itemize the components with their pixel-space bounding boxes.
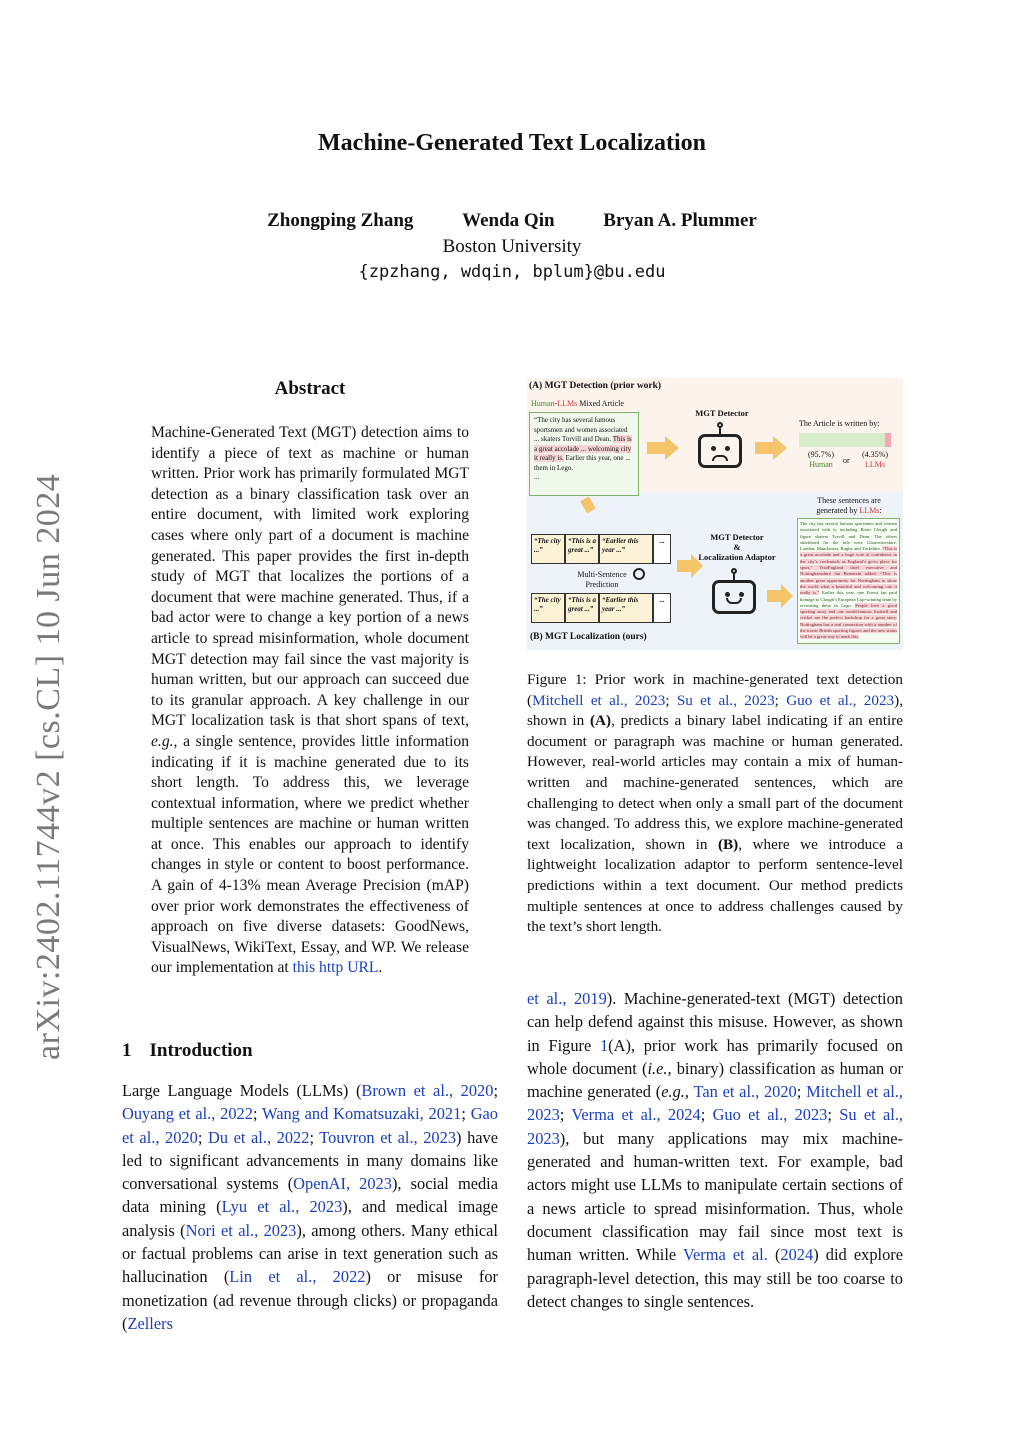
mixed-article-box [529, 412, 639, 496]
citation-link[interactable]: Brown et al., 2020 [361, 1081, 494, 1100]
intro-text: ; [252, 1104, 263, 1124]
citation-link[interactable]: Guo et al., 2023 [712, 1105, 828, 1125]
author-name: Bryan A. Plummer [603, 210, 757, 231]
paper-title: Machine-Generated Text Localization [318, 130, 706, 156]
figure-caption [527, 670, 903, 938]
multi-sentence-text: Prediction [585, 580, 619, 589]
citation-link[interactable]: Tan et al., 2020 [693, 1082, 797, 1102]
mixed-article-label [531, 399, 624, 408]
human-probability-bar [799, 433, 885, 447]
mixed-article-text: Mixed Article [577, 399, 624, 408]
intro-text: ; [309, 1127, 320, 1147]
localized-human-text: The city has several famous sportsmen and women associated with it, including Brian Clough and figure skaters Torvill and Dean. The others shortlisted for the title were Gloucestershire, London, Manchester, Rugby and Yorkshire. [800, 521, 897, 552]
citation-link[interactable]: Su et al., 2023 [676, 691, 775, 709]
section-title: Introduction [149, 1040, 253, 1061]
body-text: ; [559, 1105, 572, 1125]
abstract-text [151, 423, 469, 979]
abstract-text-part: , a single sentence, provides little information indicating if it is machine generated due to its short length. To address this, we leverage contextual information, where we predict whether multiple sentences are machine or human written at once. This enables our approach to identify changes in style or content to boost performance. A gain of 4-13% mean Average Precision (mAP) over prior work demonstrates the effectiveness of approach on five diverse datasets: GoodNews, VisualNews, WikiText, Essay, and WP. We release our implementation at [151, 732, 469, 977]
human-label: Human [531, 399, 555, 408]
sentence-row-input [531, 534, 671, 564]
abstract-text-part: Machine-Generated Text (MGT) detection aims to identify a piece of text as machine or human written. Prior work has primarily formulated MGT detection as a binary classification task over an entire document, with limited work exploring cases where only part of a document is machine generated. This paper provides the first in-depth study of MGT that localizes the portions of a document that were machine generated. Thus, if a bad actor were to change a key portion of a news article to spread misinformation, whole document MGT detection may fail since the vast majority is human written, but our approach can succeed due to its granular approach. A key challenge in our MGT localization task is that short spans of text, [151, 424, 469, 730]
localized-llm-text: People love a good sporting story and our world-famous football and cricket are the perfect backdrop for a great story. Nottingham has a real connection with a number of the iconic British sporting figures and the new status will be a great way to mark this. [800, 602, 897, 640]
multi-sentence-text: Multi-Sentence [577, 570, 627, 579]
detector-adaptor-text: MGT Detector [710, 532, 764, 542]
citation-link[interactable]: Wang and Komatsuzaki, 2021 [262, 1104, 462, 1124]
caption-text: ; [665, 691, 677, 709]
caption-text: , predicts a binary label indicating if an entire document or paragraph was machine or human generated. However, real-world articles may contain a mix of human-written and machine-generated sentences, which are challenging to detect when only a small part of the document was changed. To address this, we explore machine-generated text localization, shown in [527, 712, 903, 853]
localized-human-text: Earlier this year, one Forest fan paid homage to Clough’s European Cup-winning team by recreating them in Lego. [800, 590, 898, 608]
citation-link[interactable]: Mitchell et al., 2023 [527, 1082, 904, 1125]
citation-link[interactable]: Nori et al., 2023 [185, 1220, 297, 1240]
citation-link[interactable]: et al., 2019 [527, 989, 607, 1008]
body-text: ), but many applications may mix machine-generated and human-written text. For example, bad actors might use LLMs to manipulate certain sections of a news article to spread misinformation. Thus, whole document classification may fail since most text is human written. While [527, 1128, 903, 1265]
caption-text: ), shown in [527, 691, 903, 730]
happy-robot-icon [712, 580, 756, 614]
intro-text: ), social media data mining ( [122, 1174, 499, 1217]
intro-text: ), among others. Many ethical or factual problems can arise in text generation such as hallucination ( [122, 1220, 498, 1287]
right-column-paragraph [527, 987, 903, 1313]
article-llm-sentence: This is a great accolade ... welcoming city it really is. [534, 435, 632, 462]
panel-b-title: (B) MGT Localization (ours) [530, 632, 647, 642]
body-text: (A), prior work has primarily focused on whole document ( [527, 1035, 903, 1078]
mgt-detector-label: MGT Detector [695, 408, 749, 418]
intro-text: Large Language Models (LLMs) ( [122, 1081, 362, 1100]
arxiv-stamp: arXiv:2402.11744v2 [cs.CL] 10 Jun 2024 [30, 473, 67, 1060]
author-name: Zhongping Zhang [267, 210, 414, 231]
sentence-card: “This is a great ...” [565, 593, 599, 623]
detector-adaptor-label [687, 532, 787, 562]
citation-link[interactable]: Mitchell et al., 2023 [532, 691, 666, 709]
generated-colon: : [879, 506, 882, 515]
localized-article-box [797, 518, 900, 644]
citation-link[interactable]: 2024 [780, 1245, 814, 1265]
caption-text: Prior work in machine-generated text detection ( [527, 671, 903, 709]
intro-text: ; [493, 1081, 499, 1100]
detector-adaptor-text: & [733, 542, 741, 552]
citation-link[interactable]: Lin et al., 2022 [229, 1267, 366, 1287]
implementation-link[interactable]: this http URL [292, 959, 379, 977]
article-ellipsis: ... [534, 473, 540, 481]
intro-text: ) or misuse for monetization (ad revenue through clicks) or propaganda ( [122, 1267, 498, 1333]
body-text: ). Machine-generated-text (MGT) detection can help defend against this misuse. However, as shown in Figure [527, 989, 903, 1055]
localized-llm-text: “This is a great accolade and a huge vote of confidence in the city’s credentials as England’s go-to place for sport,” VisitEngland chief executive and Nottinghamshire fan Bernstein added: “This is another great opportunity for Nottingham to show the world what a beautiful and welcoming city it really is.” [800, 546, 897, 596]
human-result-label: Human [809, 460, 833, 469]
generated-by-text: These sentences are [817, 496, 881, 505]
section-heading-introduction [122, 1040, 253, 1062]
citation-link[interactable]: Touvron et al., 2023 [319, 1127, 457, 1147]
llm-result-label: LLMs [865, 460, 885, 469]
arrow-icon [767, 590, 781, 602]
generated-llms: LLMs [859, 506, 880, 515]
arrow-icon [781, 584, 793, 608]
body-ie: i.e. [647, 1058, 668, 1078]
citation-link[interactable]: Verma et al., 2024 [571, 1105, 701, 1125]
author-name: Wenda Qin [462, 210, 555, 231]
caption-panel-b-ref: (B) [717, 835, 739, 853]
magnifier-icon [633, 568, 645, 580]
llm-percentage: (4.35%) [862, 450, 888, 459]
body-text: , [684, 1082, 694, 1102]
intro-text: ) have led to significant advancements in many domains like conversational systems ( [122, 1127, 499, 1194]
caption-label: Figure 1: [527, 671, 595, 688]
affiliation: Boston University [442, 236, 582, 257]
body-text: ) did explore paragraph-level detection, this may still be too coarse to detect changes to single sentences. [527, 1245, 904, 1311]
body-text: ; [827, 1105, 840, 1125]
abstract-eg: e.g. [151, 732, 174, 750]
detector-adaptor-text: Localization Adaptor [698, 552, 776, 562]
llms-label: LLMs [557, 399, 578, 408]
sad-robot-icon [698, 434, 742, 468]
article-human-sentence: Earlier this year, one ... them in Lego. [534, 454, 631, 472]
generated-by-text: generated by [816, 506, 860, 515]
intro-text: ), and medical image analysis ( [122, 1197, 498, 1240]
author-email: {zpzhang, wdqin, bplum}@bu.edu [358, 262, 666, 282]
sentence-ellipsis: ... [653, 534, 671, 564]
citation-link[interactable]: Verma et al. [683, 1245, 768, 1265]
body-text: ; [700, 1105, 713, 1125]
citation-link[interactable]: Su et al., 2023 [527, 1105, 904, 1148]
written-by-label: The Article is written by: [799, 419, 880, 428]
citation-link[interactable]: Du et al., 2022 [207, 1127, 310, 1147]
arrow-icon [755, 442, 773, 454]
sentence-card: “Earlier this year ...” [599, 534, 653, 564]
figure-ref-link[interactable]: 1 [599, 1035, 609, 1055]
citation-link[interactable]: Lyu et al., 2023 [221, 1197, 343, 1217]
author-list [0, 210, 1024, 232]
citation-link[interactable]: Zellers [127, 1313, 173, 1333]
section-number: 1 [122, 1040, 132, 1061]
sentence-card: “The city ...” [531, 534, 565, 564]
caption-panel-a-ref: (A) [590, 712, 612, 730]
generated-by-label [799, 496, 899, 516]
figure-1 [527, 378, 903, 650]
arrow-icon [773, 436, 787, 460]
article-human-sentence: “The city has several famous sportsmen and women associated ... skaters Torvill and Dean. [534, 416, 628, 443]
body-text: ( [767, 1245, 781, 1265]
citation-link[interactable]: OpenAI, 2023 [293, 1174, 392, 1194]
intro-text: ; [461, 1104, 471, 1124]
human-percentage: (95.7%) [808, 450, 834, 459]
abstract-heading: Abstract [274, 378, 346, 399]
intro-text: ; [197, 1127, 208, 1147]
intro-paragraph [122, 1079, 498, 1335]
panel-a-title: (A) MGT Detection (prior work) [529, 381, 662, 391]
citation-link[interactable]: Guo et al., 2023 [786, 691, 895, 709]
sentence-row-output [531, 593, 671, 623]
sentence-ellipsis: ... [653, 593, 671, 623]
body-eg: e.g. [661, 1082, 685, 1102]
sentence-card: “This is a great ...” [565, 534, 599, 564]
or-label: or [843, 456, 850, 465]
body-text: , binary) classification as human or machine generated ( [527, 1058, 903, 1102]
arrow-icon [665, 436, 679, 460]
caption-text: , where we introduce a lightweight localization adaptor to perform sentence-level predictions within a text document. Our method predicts multiple sentences at once to address challenges caused by the text’s short length. [527, 835, 903, 936]
sentence-card: “Earlier this year ...” [599, 593, 653, 623]
sentence-card: “The city ...” [531, 593, 565, 623]
multi-sentence-label [567, 570, 637, 590]
llm-probability-bar [885, 433, 891, 447]
arrow-icon [647, 442, 665, 454]
abstract-end: . [378, 959, 383, 977]
caption-text: ; [774, 691, 787, 709]
body-text: ; [796, 1082, 807, 1102]
citation-link[interactable]: Gao et al., 2020 [122, 1104, 498, 1147]
citation-link[interactable]: Ouyang et al., 2022 [122, 1104, 253, 1124]
dash: - [554, 399, 558, 408]
